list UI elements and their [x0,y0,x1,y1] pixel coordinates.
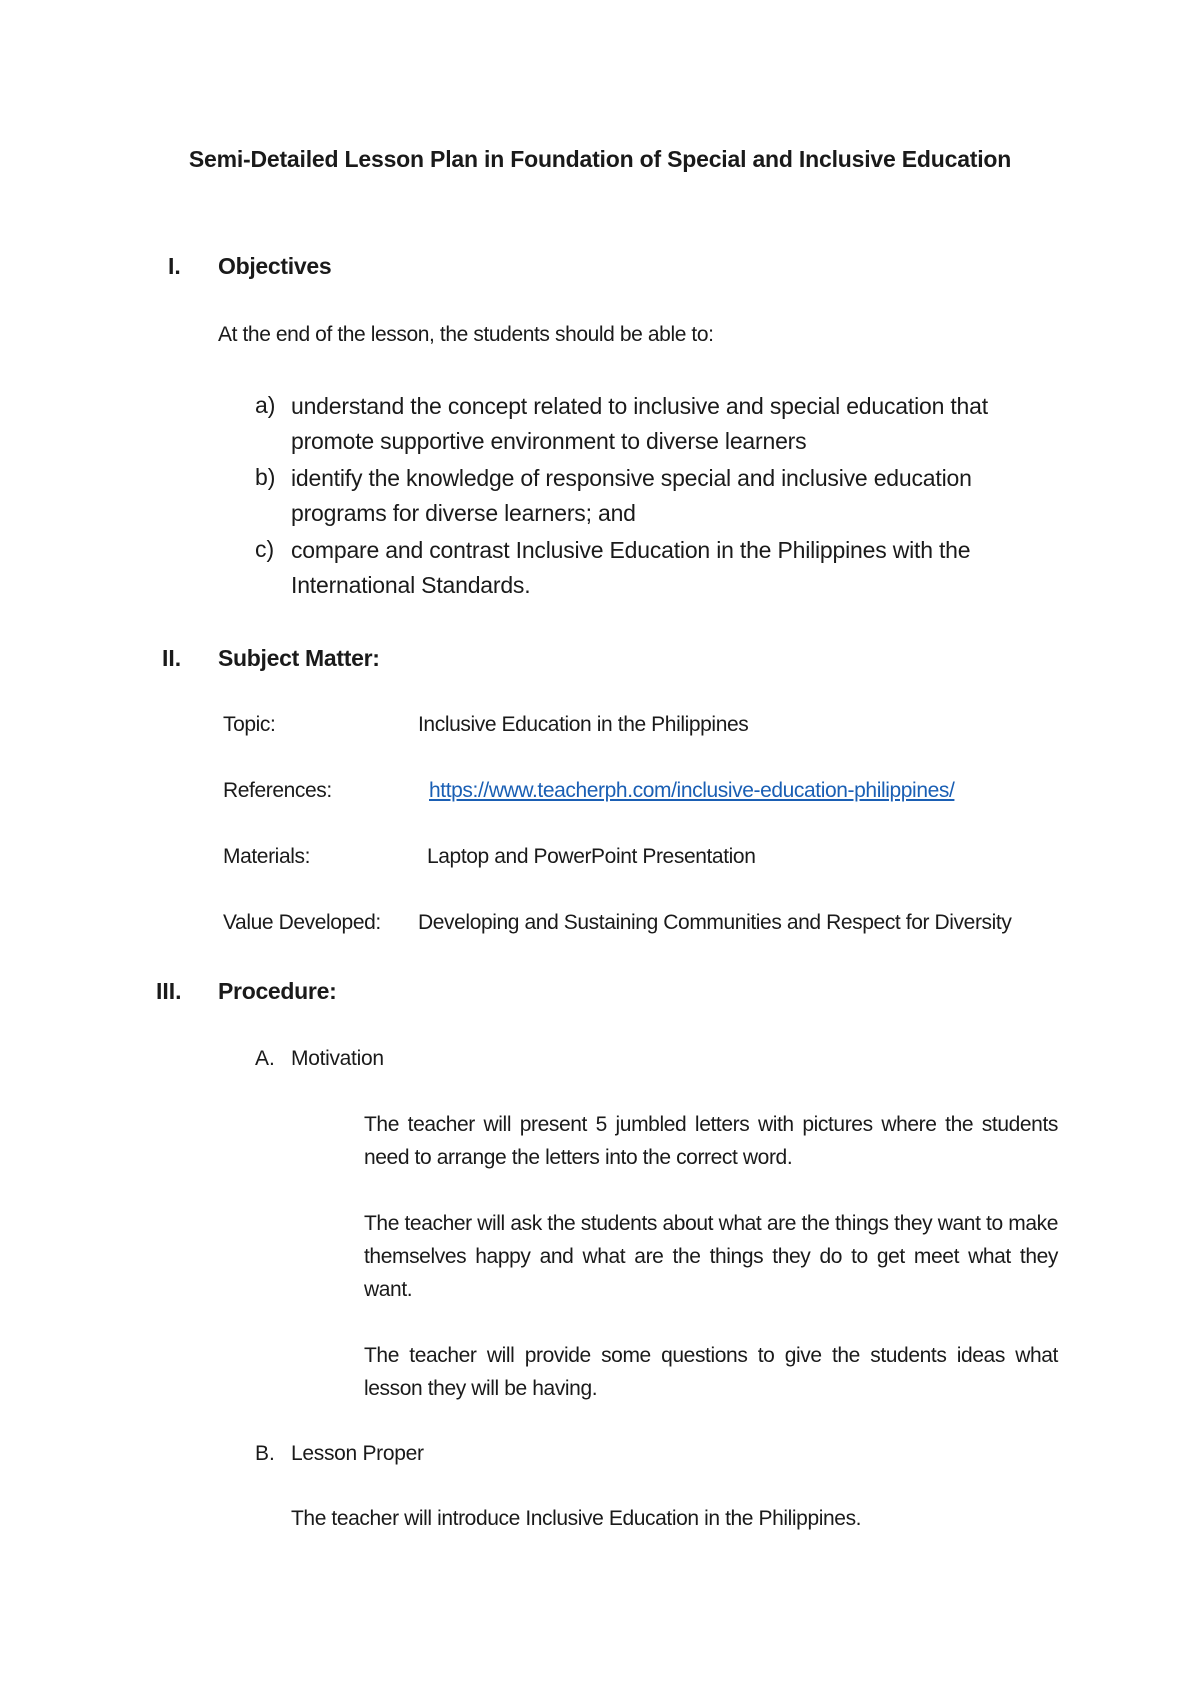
motivation-paragraph-3: The teacher will provide some questions to give the students ideas what lesson they will be having. [364,1344,1058,1400]
subject-value-topic: Inclusive Education in the Philippines [418,713,749,736]
procedure-title-motivation: Motivation [291,1047,384,1070]
objective-item-a: understand the concept related to inclusive and special education that promote supportive environment to diverse learners [291,393,988,454]
subject-value-value-developed: Developing and Sustaining Communities and Respect for Diversity [418,911,1012,934]
section-title-objectives: Objectives [218,253,332,279]
section-number-objectives: I. [168,253,181,279]
section-number-procedure: III. [156,978,182,1004]
subject-value-materials: Laptop and PowerPoint Presentation [427,845,756,868]
procedure-marker-lesson-proper: B. [255,1442,275,1465]
section-number-subject-matter: II. [162,645,182,671]
subject-label-topic: Topic: [223,713,276,736]
objective-item-c: compare and contrast Inclusive Education in the Philippines with the International Standards. [291,537,971,598]
procedure-title-lesson-proper: Lesson Proper [291,1442,424,1465]
references-link[interactable]: https://www.teacherph.com/inclusive-education-philippines/ [429,779,955,802]
subject-label-references: References: [223,779,332,802]
objective-marker-c: c) [255,536,275,562]
subject-label-materials: Materials: [223,845,311,868]
motivation-paragraph-2: The teacher will ask the students about what are the things they want to make themselves happy and what are the things they do to get meet what they want. [364,1212,1058,1301]
objectives-intro: At the end of the lesson, the students should be able to: [218,323,714,346]
section-title-procedure: Procedure: [218,978,337,1004]
motivation-paragraph-1: The teacher will present 5 jumbled letters with pictures where the students need to arrange the letters into the correct word. [364,1113,1058,1169]
document-title: Semi-Detailed Lesson Plan in Foundation of Special and Inclusive Education [188,146,1012,172]
subject-label-value-developed: Value Developed: [223,911,381,934]
procedure-marker-motivation: A. [255,1047,275,1070]
section-title-subject-matter: Subject Matter: [218,645,380,671]
objective-item-b: identify the knowledge of responsive special and inclusive education programs for diverse learners; and [291,465,972,526]
lesson-proper-text: The teacher will introduce Inclusive Education in the Philippines. [291,1507,862,1530]
objective-marker-a: a) [255,392,276,418]
objective-marker-b: b) [255,464,276,490]
